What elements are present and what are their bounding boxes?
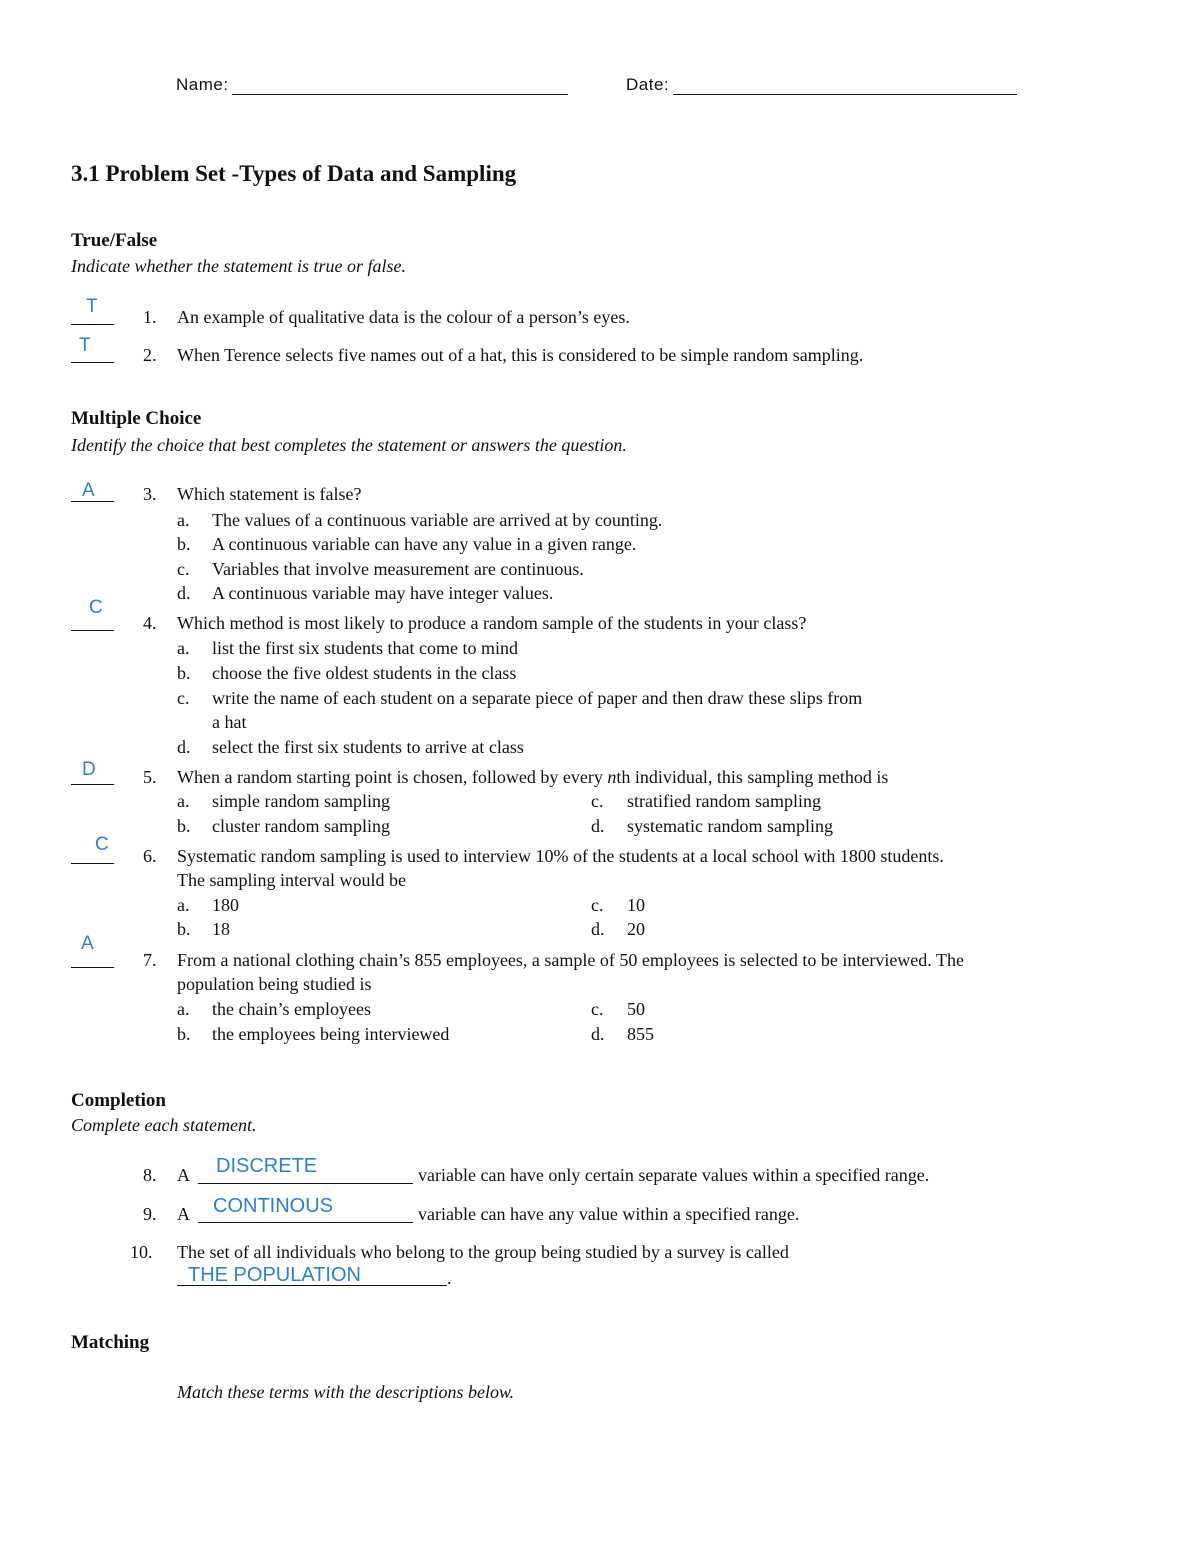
q6-text-continued: The sampling interval would be xyxy=(177,870,406,890)
q4-choice-text[interactable]: choose the five oldest students in the class xyxy=(212,663,517,683)
q6-choice-text[interactable]: 18 xyxy=(212,919,230,939)
q4-choice-text[interactable]: list the first six students that come to mind xyxy=(212,638,518,658)
completion-heading: Completion xyxy=(71,1090,166,1111)
q7-text-continued: population being studied is xyxy=(177,974,372,994)
multiple-choice-heading: Multiple Choice xyxy=(71,408,202,429)
q5-text xyxy=(177,767,888,788)
q3-choice-text[interactable]: Variables that involve measurement are continuous. xyxy=(212,559,584,579)
q5-text-start: When a random starting point is chosen, followed by every xyxy=(177,767,608,787)
q10-answer: THE POPULATION xyxy=(188,1264,361,1286)
q8-blank[interactable] xyxy=(198,1183,413,1184)
q3-choice-letter: d. xyxy=(177,583,191,603)
q4-answer-line[interactable] xyxy=(71,630,114,631)
q7-answer: A xyxy=(81,933,94,954)
matching-heading: Matching xyxy=(71,1332,150,1353)
q7-text: From a national clothing chain’s 855 employees, a sample of 50 employees is selected to be interviewed. The xyxy=(177,950,964,970)
q6-text: Systematic random sampling is used to interview 10% of the students at a local school with 1800 students. xyxy=(177,846,944,866)
matching-instruction: Match these terms with the descriptions below. xyxy=(177,1382,515,1402)
name-label: Name: xyxy=(176,75,229,94)
q6-choice-letter: c. xyxy=(591,895,604,915)
q1-answer: T xyxy=(86,296,98,317)
q5-choice-text[interactable]: cluster random sampling xyxy=(212,816,390,836)
q4-choice-text-continued[interactable]: a hat xyxy=(212,712,247,732)
q3-choice-letter: b. xyxy=(177,534,191,554)
q7-choice-text[interactable]: the employees being interviewed xyxy=(212,1024,450,1044)
q4-answer: C xyxy=(89,597,103,618)
q9-number: 9. xyxy=(143,1204,157,1224)
q9-prefix: A xyxy=(177,1204,190,1224)
q5-choice-text[interactable]: simple random sampling xyxy=(212,791,390,811)
date-field[interactable] xyxy=(673,94,1017,95)
q4-text: Which method is most likely to produce a random sample of the students in your class? xyxy=(177,613,807,633)
true-false-instruction: Indicate whether the statement is true or false. xyxy=(71,256,406,276)
q7-choice-letter: c. xyxy=(591,999,604,1019)
q6-choice-letter: a. xyxy=(177,895,190,915)
q6-choice-letter: d. xyxy=(591,919,605,939)
q4-choice-letter: b. xyxy=(177,663,191,683)
q7-choice-text[interactable]: the chain’s employees xyxy=(212,999,371,1019)
q3-number: 3. xyxy=(143,484,157,504)
q8-number: 8. xyxy=(143,1165,157,1185)
q8-answer: DISCRETE xyxy=(216,1155,318,1177)
q8-prefix: A xyxy=(177,1165,190,1185)
q4-choice-text[interactable]: select the first six students to arrive at class xyxy=(212,737,524,757)
q3-choice-letter: c. xyxy=(177,559,190,579)
q4-choice-letter: a. xyxy=(177,638,190,658)
q5-choice-letter: c. xyxy=(591,791,604,811)
q5-answer: D xyxy=(82,759,96,780)
q5-text-variable: n xyxy=(607,767,617,787)
name-field[interactable] xyxy=(232,94,568,95)
q8-text: variable can have only certain separate values within a specified range. xyxy=(418,1165,930,1185)
q6-choice-text[interactable]: 10 xyxy=(627,895,645,915)
q4-choice-letter: d. xyxy=(177,737,191,757)
q7-number: 7. xyxy=(143,950,157,970)
q2-answer: T xyxy=(79,335,91,356)
q5-text-end: th individual, this sampling method is xyxy=(616,767,889,787)
q5-choice-letter: b. xyxy=(177,816,191,836)
q3-answer: A xyxy=(82,480,95,501)
q5-number: 5. xyxy=(143,767,157,787)
q6-choice-text[interactable]: 20 xyxy=(627,919,645,939)
q6-choice-text[interactable]: 180 xyxy=(212,895,239,915)
q3-choice-letter: a. xyxy=(177,510,190,530)
true-false-heading: True/False xyxy=(71,230,158,251)
q10-text: The set of all individuals who belong to the group being studied by a survey is called xyxy=(177,1242,789,1262)
q10-suffix: . xyxy=(447,1268,452,1288)
q9-blank[interactable] xyxy=(198,1222,413,1223)
q9-answer: CONTINOUS xyxy=(213,1195,333,1217)
q7-choice-text[interactable]: 50 xyxy=(627,999,645,1019)
q2-number: 2. xyxy=(143,345,157,365)
q1-text: An example of qualitative data is the colour of a person’s eyes. xyxy=(177,307,630,327)
q4-choice-letter: c. xyxy=(177,688,190,708)
q6-answer: C xyxy=(95,834,109,855)
q6-choice-letter: b. xyxy=(177,919,191,939)
q6-answer-line[interactable] xyxy=(71,863,114,864)
q5-choice-letter: d. xyxy=(591,816,605,836)
q6-number: 6. xyxy=(143,846,157,866)
q5-answer-line[interactable] xyxy=(71,784,114,785)
q5-choice-text[interactable]: systematic random sampling xyxy=(627,816,833,836)
q3-choice-text[interactable]: A continuous variable can have any value in a given range. xyxy=(212,534,637,554)
page-title: 3.1 Problem Set -Types of Data and Sampling xyxy=(71,161,517,186)
q5-choice-letter: a. xyxy=(177,791,190,811)
q2-answer-line[interactable] xyxy=(71,362,114,363)
q7-choice-letter: d. xyxy=(591,1024,605,1044)
completion-instruction: Complete each statement. xyxy=(71,1115,257,1135)
date-label: Date: xyxy=(626,75,670,94)
q3-choice-text[interactable]: The values of a continuous variable are arrived at by counting. xyxy=(212,510,663,530)
q7-choice-letter: a. xyxy=(177,999,190,1019)
q3-text: Which statement is false? xyxy=(177,484,362,504)
q10-number: 10. xyxy=(130,1242,153,1262)
q7-answer-line[interactable] xyxy=(71,967,114,968)
q4-choice-text[interactable]: write the name of each student on a separate piece of paper and then draw these slips from xyxy=(212,688,863,708)
multiple-choice-instruction: Identify the choice that best completes the statement or answers the question. xyxy=(71,435,627,455)
q3-choice-text[interactable]: A continuous variable may have integer values. xyxy=(212,583,554,603)
q4-number: 4. xyxy=(143,613,157,633)
q1-number: 1. xyxy=(143,307,157,327)
q3-answer-line[interactable] xyxy=(71,501,114,502)
q2-text: When Terence selects five names out of a hat, this is considered to be simple random sampling. xyxy=(177,345,864,365)
q9-text: variable can have any value within a specified range. xyxy=(418,1204,800,1224)
q7-choice-text[interactable]: 855 xyxy=(627,1024,654,1044)
q7-choice-letter: b. xyxy=(177,1024,191,1044)
q5-choice-text[interactable]: stratified random sampling xyxy=(627,791,821,811)
q1-answer-line[interactable] xyxy=(71,324,114,325)
